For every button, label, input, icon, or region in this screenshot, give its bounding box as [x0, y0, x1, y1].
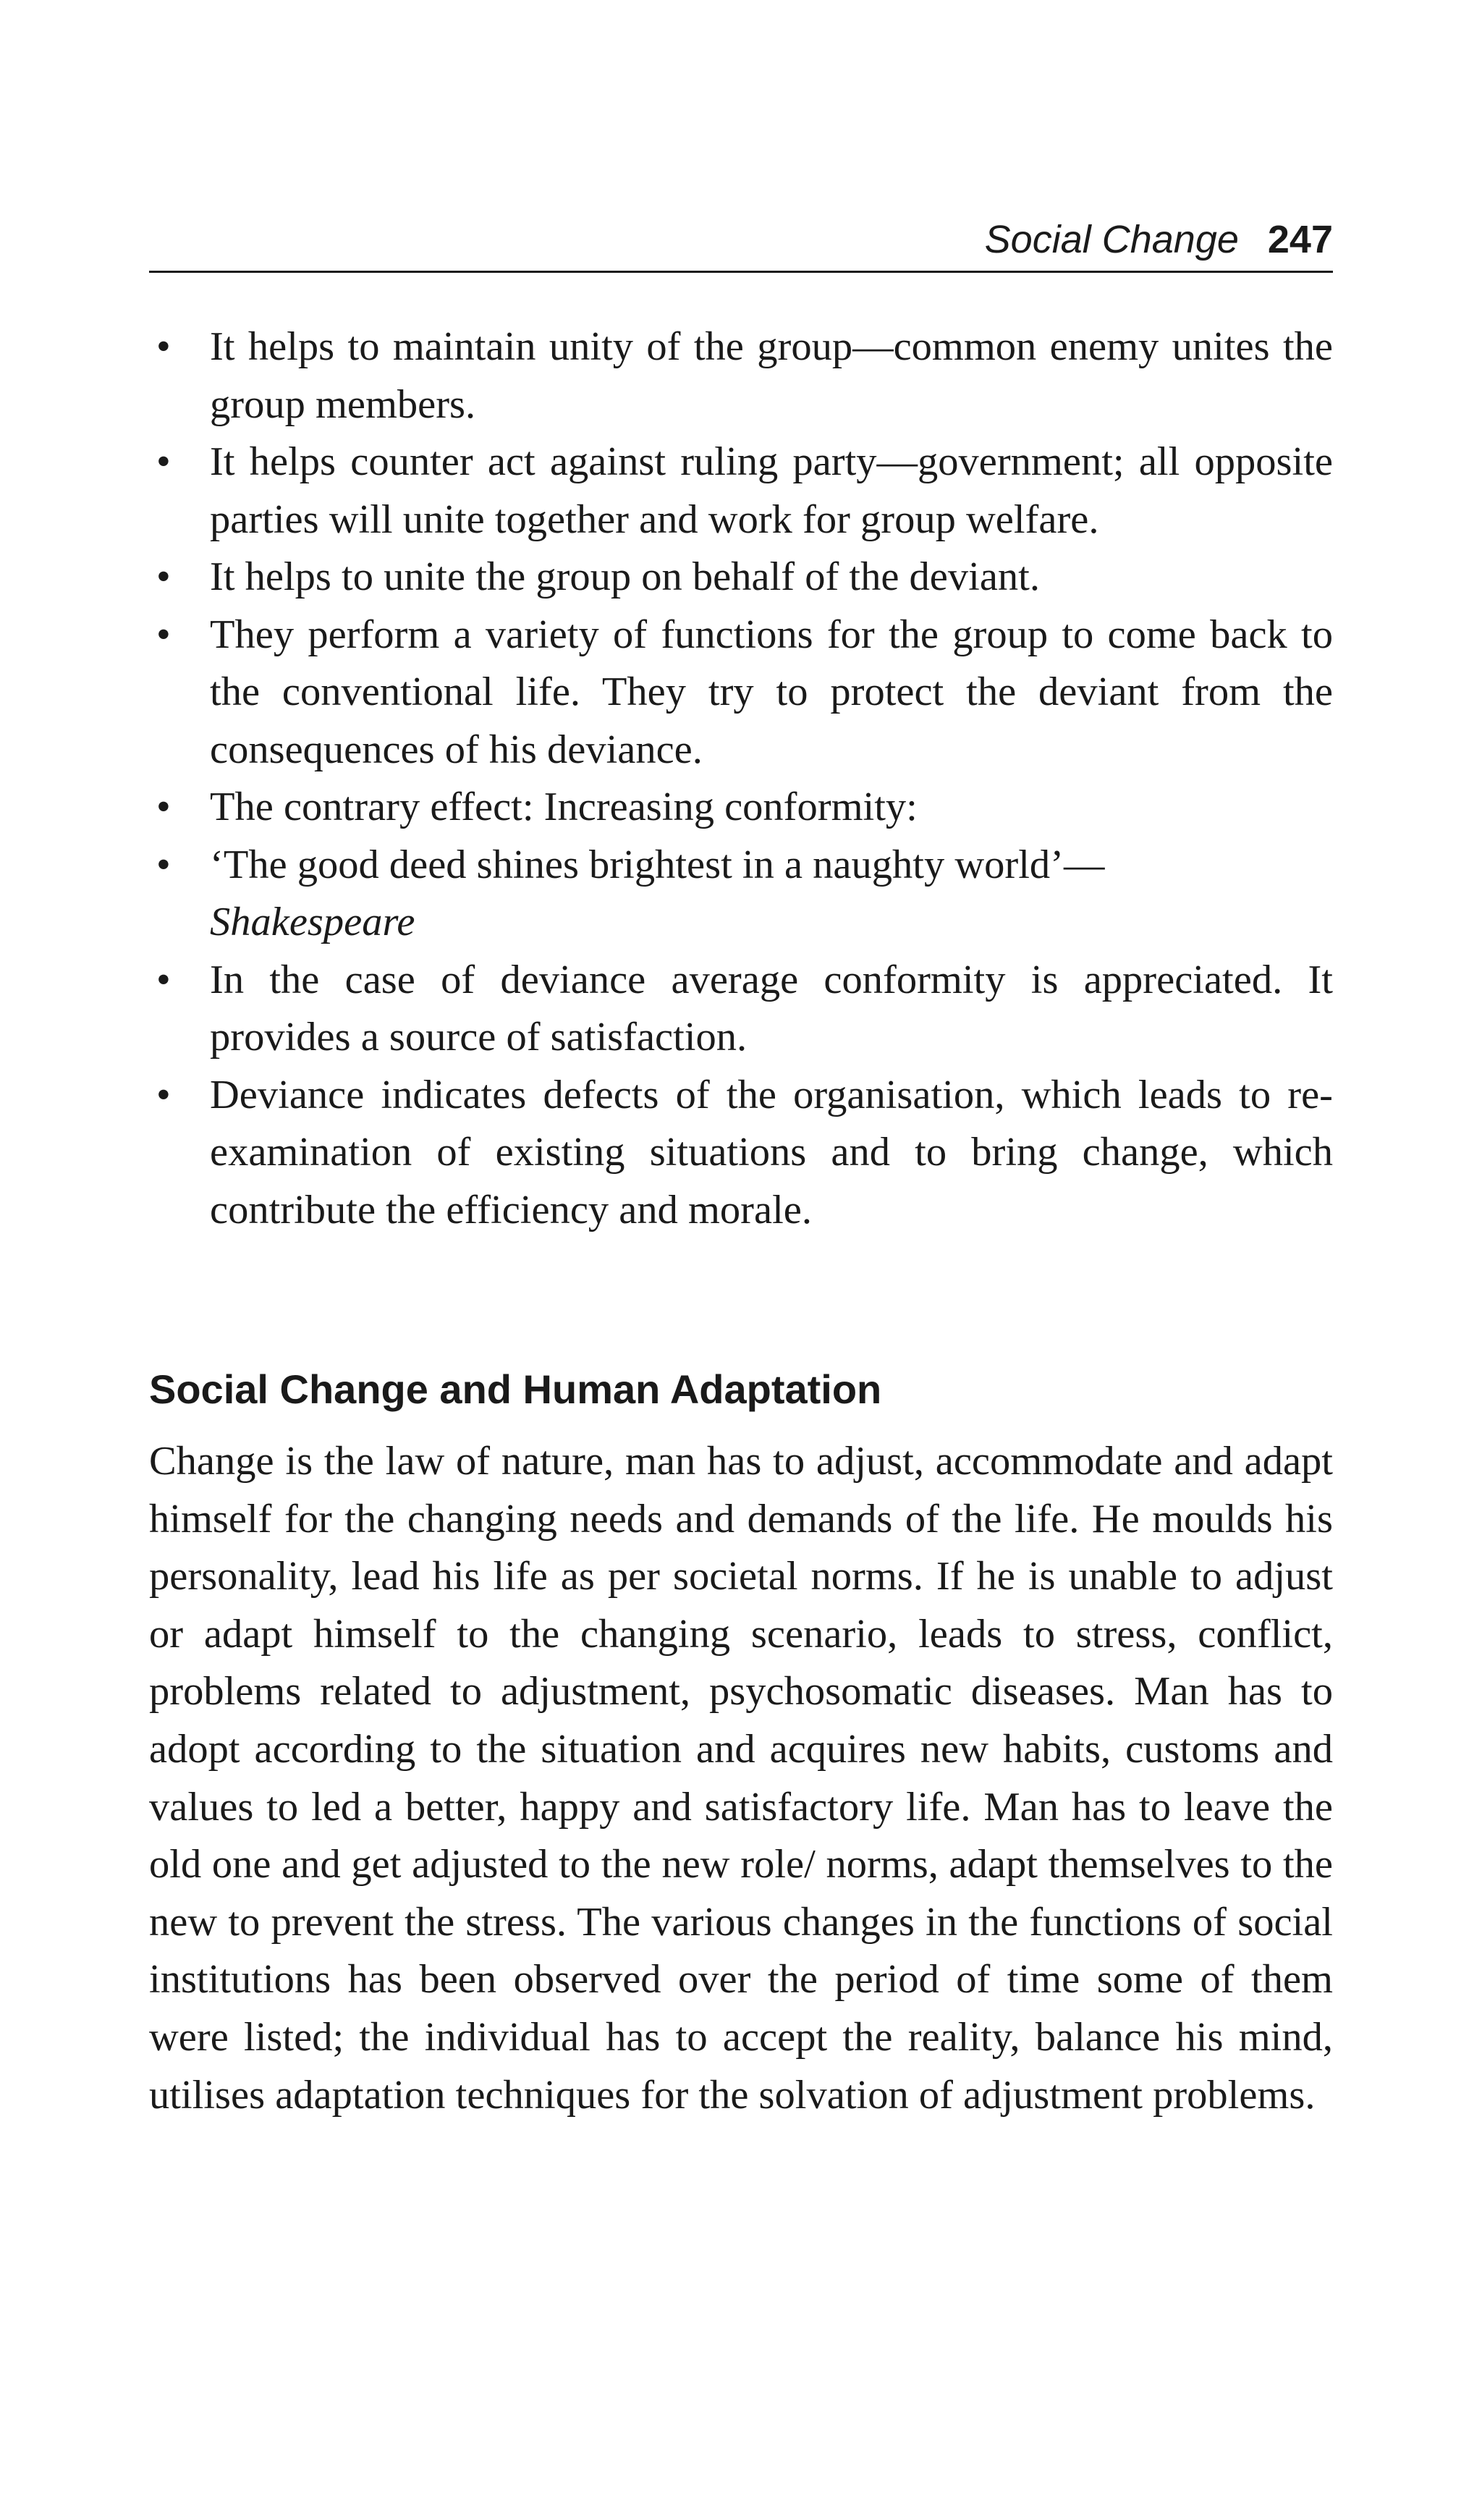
running-head: [985, 214, 1333, 265]
header-rule: [149, 271, 1333, 273]
bullet-item: [149, 318, 1333, 434]
bullet-text: The contrary effect: Increasing conformity:: [210, 785, 918, 829]
running-head-section-title: Social Change: [984, 218, 1239, 261]
bullet-item: [149, 837, 1333, 952]
bullet-text: It helps to unite the group on behalf of the deviant.: [210, 554, 1040, 599]
bullet-item: [149, 606, 1333, 779]
bullet-text: In the case of deviance average conformity is appreciated. It provides a source of satisfaction.: [210, 957, 1333, 1060]
bullet-text: ‘The good deed shines brightest in a naughty world’—: [210, 842, 1105, 887]
section-heading: Social Change and Human Adaptation: [149, 1366, 882, 1412]
bullet-item: [149, 434, 1333, 549]
bullet-item: [149, 549, 1333, 606]
bullet-text: They perform a variety of functions for the group to come back to the conventional life. They try to protect the deviant from the consequences of his deviance.: [210, 612, 1333, 772]
body-paragraph: Change is the law of nature, man has to adjust, accommodate and adapt himself for the changing needs and demands of the life. He moulds his personality, lead his life as per societal norms. If he is unable to adjust or adapt himself to the changing scenario, leads to stress, conflict, problems related to adjustment, psychosomatic diseases. Man has to adopt according to the situation and acquires new habits, customs and values to led a better, happy and satisfactory life. Man has to leave the old one and get adjusted to the new role/ norms, adapt themselves to the new to prevent the stress. The various changes in the functions of social institutions has been observed over the period of time some of them were listed; the individual has to accept the reality, balance his mind, utilises adaptation techniques for the solvation of adjustment problems.: [149, 1439, 1333, 2118]
bullet-item: [149, 779, 1333, 837]
bullet-item: [149, 1067, 1333, 1240]
bullet-text: It helps counter act against ruling party—government; all opposite parties will unite together and work for group welfare.: [210, 439, 1333, 542]
bullet-list: [149, 318, 1333, 1239]
bullet-item: [149, 952, 1333, 1067]
page-number: 247: [1267, 218, 1333, 261]
quote-author: Shakespeare: [210, 900, 415, 944]
bullet-text: It helps to maintain unity of the group—common enemy unites the group members.: [210, 324, 1333, 427]
bullet-text: Deviance indicates defects of the organisation, which leads to re-examination of existing situations and to bring change, which contribute the efficiency and morale.: [210, 1072, 1333, 1232]
